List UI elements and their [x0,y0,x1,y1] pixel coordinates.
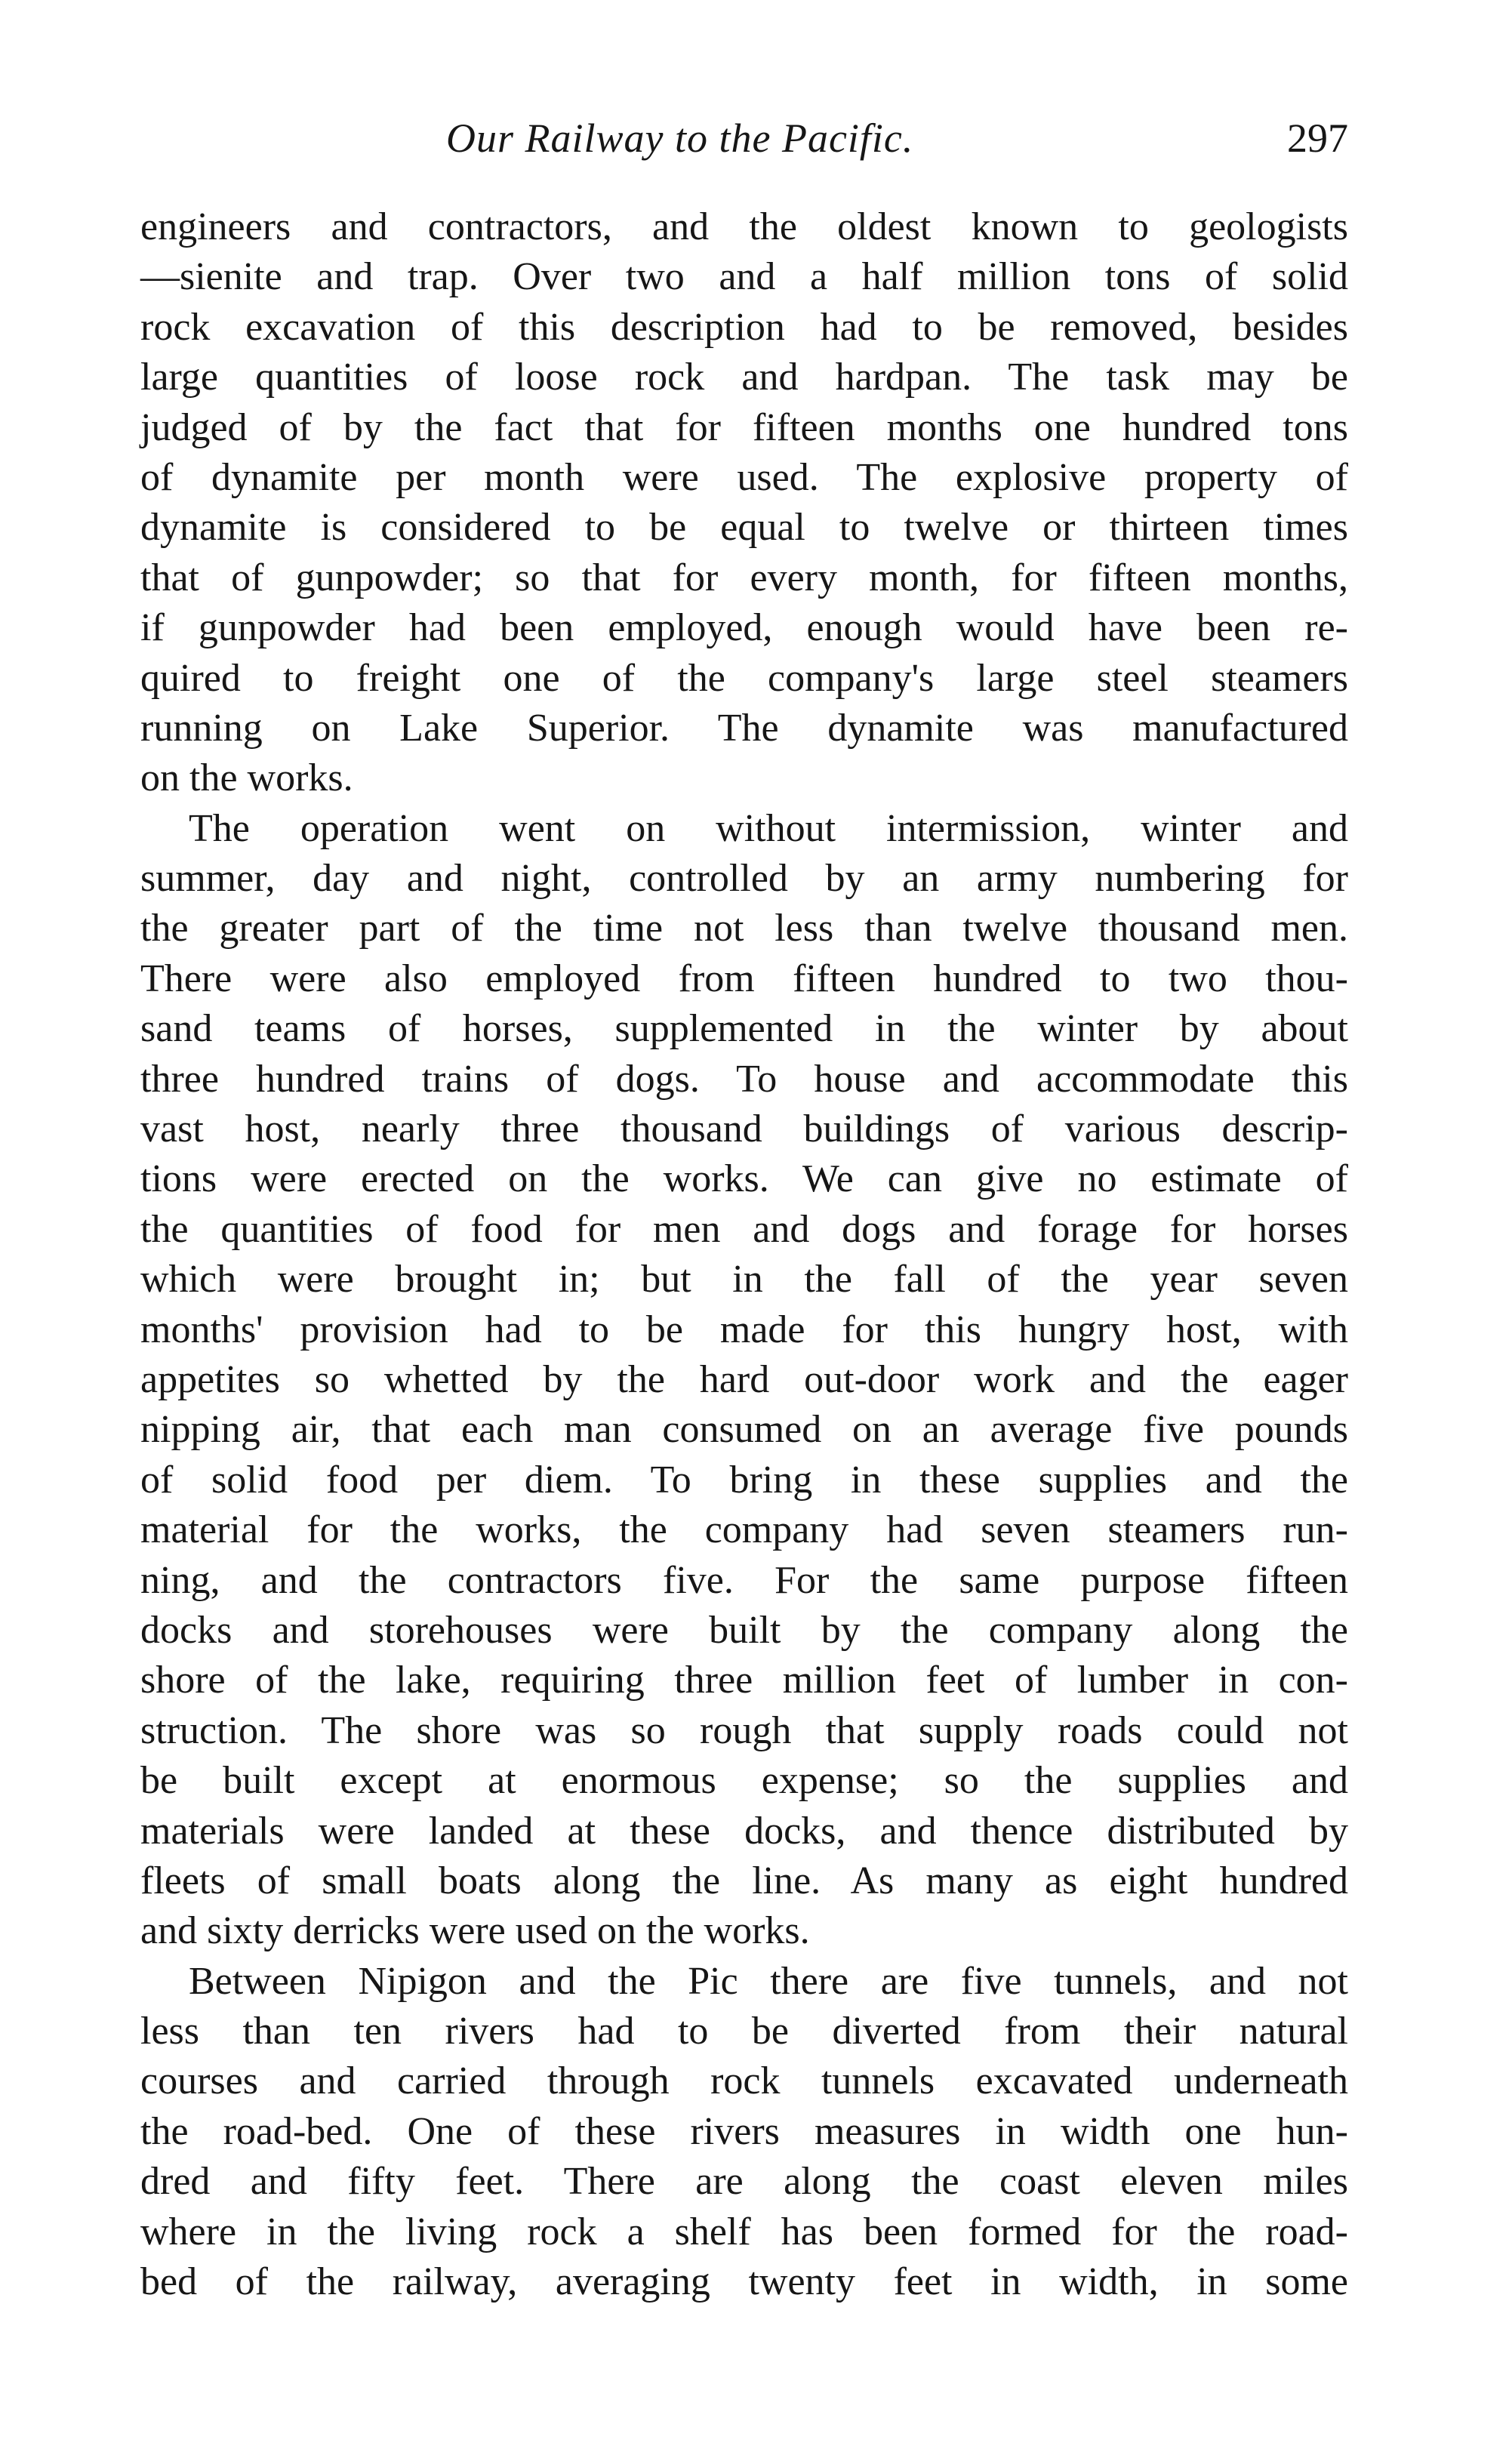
text-line: courses and carried through rock tunnels excavated underneath [140,2059,1348,2103]
page-number: 297 [1287,116,1348,161]
text-line: nipping air, that each man consumed on an average five pounds [140,1408,1348,1452]
text-line: that of gunpowder; so that for every month, for fifteen months, [140,556,1348,599]
text-line: if gunpowder had been employed, enough would have been re- [140,606,1348,650]
text-line: of dynamite per month were used. The explosive property of [140,455,1348,499]
text-line: months' provision had to be made for this hungry host, with [140,1308,1348,1351]
text-line: the greater part of the time not less than twelve thousand men. [140,907,1348,950]
page-header [140,104,1348,172]
text-line: bed of the railway, averaging twenty feet in width, in some [140,2260,1348,2304]
paragraph [140,804,1348,1957]
text-line: rock excavation of this description had to be removed, besides [140,305,1348,349]
paragraph [140,1957,1348,2308]
text-line: sand teams of horses, supplemented in the winter by about [140,1007,1348,1051]
text-line: vast host, nearly three thousand buildings of various descrip- [140,1107,1348,1151]
text-line: engineers and contractors, and the oldest known to geologists [140,205,1348,248]
text-line: dynamite is considered to be equal to twelve or thirteen times [140,506,1348,550]
text-line: running on Lake Superior. The dynamite was manufactured [140,706,1348,750]
text-line: the road-bed. One of these rivers measures in width one hun- [140,2109,1348,2153]
text-line: dred and fifty feet. There are along the coast eleven miles [140,2160,1348,2204]
text-line: fleets of small boats along the line. As many as eight hundred [140,1859,1348,1902]
text-line: summer, day and night, controlled by an army numbering for [140,857,1348,901]
text-line: struction. The shore was so rough that supply roads could not [140,1708,1348,1752]
text-line: shore of the lake, requiring three million feet of lumber in con- [140,1659,1348,1702]
text-line: three hundred trains of dogs. To house and accommodate this [140,1057,1348,1101]
text-line: docks and storehouses were built by the company along the [140,1608,1348,1652]
text-line: on the works. [140,756,353,800]
text-line: tions were erected on the works. We can give no estimate of [140,1157,1348,1201]
text-line: less than ten rivers had to be diverted from their natural [140,2010,1348,2053]
text-line: There were also employed from fifteen hundred to two thou- [140,956,1348,1000]
text-line: material for the works, the company had seven steamers run- [140,1508,1348,1552]
text-line: —sienite and trap. Over two and a half million tons of solid [140,255,1348,299]
text-line: The operation went on without intermission, winter and [189,806,1348,850]
text-line: quired to freight one of the company's large steel steamers [140,656,1348,700]
text-line: be built except at enormous expense; so the supplies and [140,1759,1348,1803]
text-line: which were brought in; but in the fall of the year seven [140,1258,1348,1301]
text-line: appetites so whetted by the hard out-door work and the eager [140,1357,1348,1401]
body-text [140,202,1348,2307]
text-line: where in the living rock a shelf has been formed for the road- [140,2210,1348,2253]
text-line: of solid food per diem. To bring in these supplies and the [140,1458,1348,1502]
paragraph [140,202,1348,804]
running-title: Our Railway to the Pacific. [446,116,914,161]
text-line: materials were landed at these docks, and thence distributed by [140,1809,1348,1853]
text-line: the quantities of food for men and dogs and forage for horses [140,1207,1348,1251]
text-line: Between Nipigon and the Pic there are five tunnels, and not [189,1959,1348,2003]
text-line: large quantities of loose rock and hardpan. The task may be [140,356,1348,399]
text-line: ning, and the contractors five. For the same purpose fifteen [140,1558,1348,1602]
text-line: judged of by the fact that for fifteen months one hundred tons [140,405,1348,449]
text-line: and sixty derricks were used on the works. [140,1909,810,1953]
